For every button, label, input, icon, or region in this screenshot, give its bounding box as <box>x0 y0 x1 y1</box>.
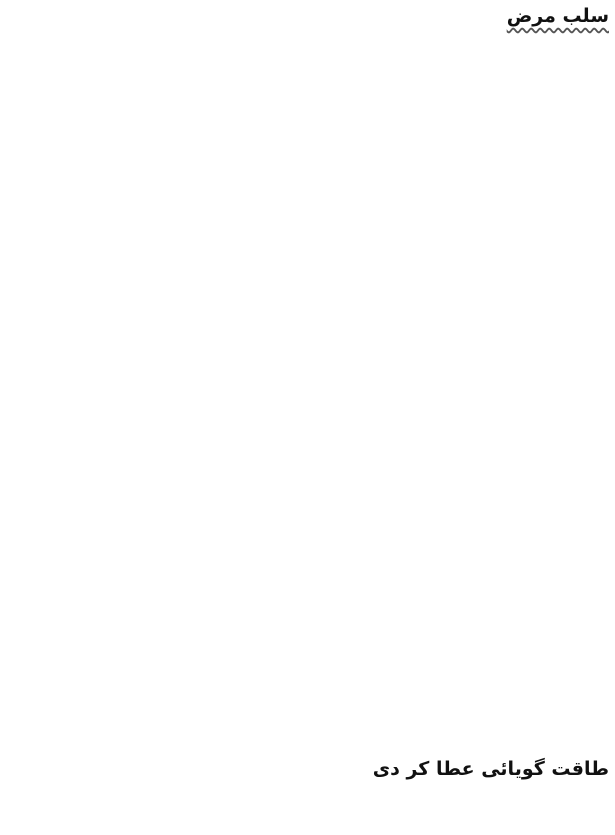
section-heading-1: سلب مرض <box>506 5 609 27</box>
text-line <box>6 518 609 543</box>
text-line <box>6 624 609 649</box>
paragraph-3-1 <box>6 785 609 835</box>
text-line <box>6 785 609 810</box>
text-line <box>6 282 609 307</box>
text-line <box>6 257 609 282</box>
text-line <box>6 32 609 57</box>
text-line <box>6 649 609 674</box>
text-line <box>6 157 609 182</box>
text-line <box>6 593 609 618</box>
text-line <box>6 699 609 724</box>
paragraph-2-2 <box>6 624 609 749</box>
text-line <box>6 382 609 407</box>
paragraph-2-1 <box>6 493 609 618</box>
section-heading-3: طاقت گویائی عطا کر دی <box>372 758 609 780</box>
text-line <box>6 332 609 357</box>
text-line <box>6 432 609 457</box>
text-line <box>6 57 609 82</box>
text-line <box>6 810 609 835</box>
text-line <box>6 543 609 568</box>
text-line <box>6 107 609 132</box>
text-line <box>6 674 609 699</box>
text-line <box>6 132 609 157</box>
section-heading-2 <box>6 463 609 493</box>
text-line <box>6 207 609 232</box>
text-line <box>6 307 609 332</box>
text-line <box>6 232 609 257</box>
text-line <box>6 357 609 382</box>
text-line <box>6 82 609 107</box>
text-line <box>6 568 609 593</box>
paragraph-1-1 <box>6 32 609 457</box>
text-line <box>6 493 609 518</box>
text-line <box>6 182 609 207</box>
text-line <box>6 724 609 749</box>
text-line <box>6 407 609 432</box>
